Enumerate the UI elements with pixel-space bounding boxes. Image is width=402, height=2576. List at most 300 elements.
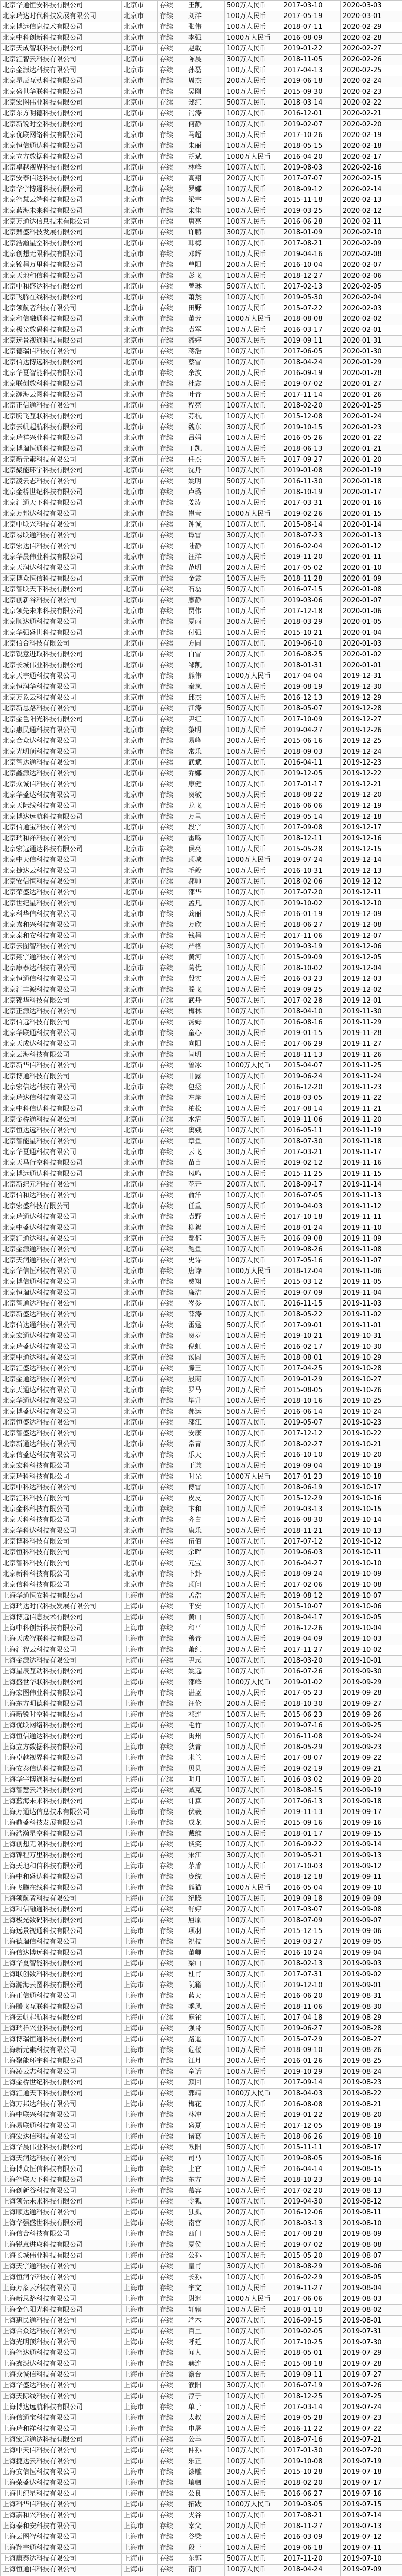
- table-row: [1, 844, 402, 855]
- capital-cell: 100万人民币: [225, 2543, 281, 2554]
- established-date-cell: 2015-10-28: [281, 2467, 341, 2478]
- updated-date-cell: 2019-09-10: [341, 1883, 402, 1894]
- capital-cell: 200万人民币: [225, 974, 281, 985]
- table-row: [1, 1699, 402, 1710]
- table-row: [1, 65, 402, 76]
- established-date-cell: 2018-04-03: [281, 2089, 341, 2099]
- legal-person-cell: 鲁冰: [186, 1061, 225, 1072]
- capital-cell: 100万人民币: [225, 2186, 281, 2197]
- established-date-cell: 2017-06-29: [281, 1039, 341, 1050]
- updated-date-cell: 2019-07-31: [341, 2327, 402, 2337]
- status-cell: 存续: [158, 704, 186, 715]
- city-cell: 上海市: [122, 1818, 158, 1829]
- city-cell: 北京市: [122, 963, 158, 974]
- company-name-cell: 北京锦程万里科技有限公司: [1, 260, 122, 271]
- table-row: [1, 1299, 402, 1310]
- legal-person-cell: 任重: [186, 1201, 225, 1212]
- legal-person-cell: 黎明: [186, 725, 225, 736]
- table-row: [1, 1840, 402, 1851]
- table-row: [1, 2045, 402, 2056]
- established-date-cell: 2016-03-23: [281, 974, 341, 985]
- table-row: [1, 1072, 402, 1082]
- capital-cell: 100万人民币: [225, 487, 281, 498]
- status-cell: 存续: [158, 1894, 186, 1905]
- established-date-cell: 2017-01-23: [281, 1472, 341, 1483]
- established-date-cell: 2015-11-18: [281, 195, 341, 206]
- status-cell: 存续: [158, 790, 186, 801]
- legal-person-cell: 闻人: [186, 2348, 225, 2359]
- established-date-cell: 2015-08-18: [281, 2359, 341, 2370]
- city-cell: 北京市: [122, 412, 158, 422]
- city-cell: 上海市: [122, 2511, 158, 2521]
- status-cell: 存续: [158, 2240, 186, 2251]
- legal-person-cell: 慕容: [186, 2186, 225, 2197]
- company-name-cell: 北京博科科技有限公司: [1, 1537, 122, 1548]
- capital-cell: 100万人民币: [225, 2099, 281, 2110]
- status-cell: 存续: [158, 2435, 186, 2446]
- legal-person-cell: 毕升: [186, 1396, 225, 1407]
- capital-cell: 200万人民币: [225, 2413, 281, 2424]
- established-date-cell: 2018-09-03: [281, 747, 341, 758]
- table-row: [1, 1732, 402, 1742]
- table-row: [1, 1721, 402, 1732]
- established-date-cell: 2015-10-07: [281, 1602, 341, 1613]
- table-row: [1, 1494, 402, 1504]
- table-row: [1, 2273, 402, 2283]
- table-row: [1, 2078, 402, 2089]
- status-cell: 存续: [158, 1840, 186, 1851]
- legal-person-cell: 潘婷: [186, 336, 225, 347]
- table-row: [1, 2543, 402, 2554]
- city-cell: 北京市: [122, 141, 158, 152]
- capital-cell: 100万人民币: [225, 433, 281, 444]
- established-date-cell: 2019-06-27: [281, 2024, 341, 2035]
- table-row: [1, 855, 402, 866]
- capital-cell: 500万人民币: [225, 1, 281, 11]
- table-row: [1, 109, 402, 120]
- capital-cell: 100万人民币: [225, 1245, 281, 1256]
- company-name-cell: 北京瑞科科技有限公司: [1, 1472, 122, 1483]
- capital-cell: 100万人民币: [225, 1656, 281, 1667]
- updated-date-cell: 2019-10-30: [341, 1342, 402, 1353]
- capital-cell: 300万人民币: [225, 1234, 281, 1245]
- company-name-cell: 北京博盛达科技有限公司: [1, 1407, 122, 1418]
- city-cell: 北京市: [122, 1050, 158, 1061]
- company-name-cell: 北京领航者科技有限公司: [1, 303, 122, 314]
- company-name-cell: 上海极光数码科技有限公司: [1, 1916, 122, 1926]
- table-row: [1, 2218, 402, 2229]
- established-date-cell: 2017-09-27: [281, 455, 341, 466]
- updated-date-cell: 2019-07-22: [341, 2424, 402, 2435]
- table-row: [1, 412, 402, 422]
- capital-cell: 100万人民币: [225, 347, 281, 358]
- updated-date-cell: 2020-02-10: [341, 228, 402, 239]
- established-date-cell: 2016-06-06: [281, 801, 341, 812]
- status-cell: 存续: [158, 2251, 186, 2262]
- city-cell: 北京市: [122, 1331, 158, 1342]
- established-date-cell: 2016-08-08: [281, 2099, 341, 2110]
- capital-cell: 300万人民币: [225, 1764, 281, 1775]
- city-cell: 上海市: [122, 2543, 158, 2554]
- table-row: [1, 866, 402, 877]
- capital-cell: 200万人民币: [225, 368, 281, 379]
- status-cell: 存续: [158, 1688, 186, 1699]
- updated-date-cell: 2019-08-19: [341, 2121, 402, 2132]
- established-date-cell: 2019-07-09: [281, 1288, 341, 1299]
- legal-person-cell: 于谦: [186, 1461, 225, 1472]
- status-cell: 存续: [158, 358, 186, 368]
- capital-cell: 1000万人民币: [225, 509, 281, 520]
- legal-person-cell: 萧然: [186, 293, 225, 303]
- established-date-cell: 2019-10-08: [281, 2456, 341, 2467]
- legal-person-cell: 魏东: [186, 422, 225, 433]
- company-name-cell: 北京信远科技有限公司: [1, 1018, 122, 1028]
- company-name-cell: 北京合众达科技有限公司: [1, 736, 122, 747]
- established-date-cell: 2017-10-09: [281, 715, 341, 725]
- company-name-cell: 北京中和盛达科技有限公司: [1, 282, 122, 293]
- legal-person-cell: 吴刚: [186, 87, 225, 98]
- capital-cell: 100万人民币: [225, 2446, 281, 2456]
- table-row: [1, 1991, 402, 2002]
- legal-person-cell: 邵峰: [186, 1677, 225, 1688]
- city-cell: 上海市: [122, 1623, 158, 1634]
- established-date-cell: 2017-01-30: [281, 2446, 341, 2456]
- capital-cell: 100万人民币: [225, 953, 281, 963]
- status-cell: 存续: [158, 1580, 186, 1591]
- status-cell: 存续: [158, 1266, 186, 1277]
- table-row: [1, 1775, 402, 1786]
- company-name-cell: 北京众诚信科技有限公司: [1, 779, 122, 790]
- table-row: [1, 769, 402, 779]
- capital-cell: 200万人民币: [225, 1905, 281, 1916]
- city-cell: 北京市: [122, 1018, 158, 1028]
- capital-cell: 100万人民币: [225, 1072, 281, 1082]
- company-name-cell: 北京汇丰源科技有限公司: [1, 985, 122, 996]
- city-cell: 上海市: [122, 1602, 158, 1613]
- table-row: [1, 444, 402, 455]
- table-row: [1, 1169, 402, 1180]
- status-cell: 存续: [158, 1, 186, 11]
- capital-cell: 100万人民币: [225, 1191, 281, 1201]
- legal-person-cell: 南门: [186, 2565, 225, 2575]
- legal-person-cell: 屈原: [186, 1916, 225, 1926]
- established-date-cell: 2018-10-23: [281, 2175, 341, 2186]
- legal-person-cell: 项羽: [186, 1926, 225, 1937]
- company-name-cell: 上海合众达科技有限公司: [1, 2327, 122, 2337]
- city-cell: 北京市: [122, 888, 158, 899]
- established-date-cell: 2016-12-01: [281, 109, 341, 120]
- updated-date-cell: 2020-01-12: [341, 541, 402, 552]
- city-cell: 上海市: [122, 1872, 158, 1883]
- updated-date-cell: 2020-02-15: [341, 174, 402, 184]
- table-row: [1, 2435, 402, 2446]
- updated-date-cell: 2020-02-22: [341, 98, 402, 109]
- city-cell: 上海市: [122, 1775, 158, 1786]
- capital-cell: 100万人民币: [225, 2337, 281, 2348]
- status-cell: 存续: [158, 1623, 186, 1634]
- company-name-cell: 北京华联通科技有限公司: [1, 1028, 122, 1039]
- updated-date-cell: 2019-08-03: [341, 2294, 402, 2305]
- legal-person-cell: 钟诚: [186, 520, 225, 531]
- status-cell: 存续: [158, 455, 186, 466]
- table-row: [1, 1331, 402, 1342]
- capital-cell: 300万人民币: [225, 336, 281, 347]
- city-cell: 北京市: [122, 76, 158, 87]
- updated-date-cell: 2020-02-20: [341, 120, 402, 130]
- city-cell: 北京市: [122, 33, 158, 44]
- capital-cell: 300万人民币: [225, 1147, 281, 1158]
- updated-date-cell: 2019-10-12: [341, 1537, 402, 1548]
- updated-date-cell: 2019-08-31: [341, 1991, 402, 2002]
- city-cell: 上海市: [122, 1645, 158, 1656]
- table-row: [1, 455, 402, 466]
- established-date-cell: 2015-10-21: [281, 628, 341, 639]
- capital-cell: 200万人民币: [225, 2316, 281, 2327]
- status-cell: 存续: [158, 2565, 186, 2575]
- table-row: [1, 487, 402, 498]
- table-row: [1, 314, 402, 325]
- table-row: [1, 574, 402, 585]
- table-row: [1, 2208, 402, 2218]
- table-row: [1, 1050, 402, 1061]
- updated-date-cell: 2019-10-18: [341, 1472, 402, 1483]
- established-date-cell: 2018-01-17: [281, 1829, 341, 1840]
- company-name-cell: 北京德瑞信科技有限公司: [1, 347, 122, 358]
- updated-date-cell: 2019-10-06: [341, 1602, 402, 1613]
- legal-person-cell: 独孤: [186, 2208, 225, 2218]
- capital-cell: 100万人民币: [225, 1548, 281, 1558]
- capital-cell: 300万人民币: [225, 2467, 281, 2478]
- established-date-cell: 2019-07-16: [281, 1721, 341, 1732]
- updated-date-cell: 2019-07-26: [341, 2381, 402, 2392]
- status-cell: 存续: [158, 823, 186, 834]
- status-cell: 存续: [158, 801, 186, 812]
- updated-date-cell: 2019-11-02: [341, 1310, 402, 1320]
- capital-cell: 100万人民币: [225, 920, 281, 931]
- company-name-cell: 北京恒信通达科技有限公司: [1, 141, 122, 152]
- capital-cell: 100万人民币: [225, 2154, 281, 2164]
- updated-date-cell: 2020-02-19: [341, 130, 402, 141]
- legal-person-cell: 易峰: [186, 736, 225, 747]
- company-name-cell: 北京华夏智能科技有限公司: [1, 368, 122, 379]
- established-date-cell: 2017-02-28: [281, 996, 341, 1007]
- city-cell: 上海市: [122, 2359, 158, 2370]
- table-row: [1, 1688, 402, 1699]
- established-date-cell: 2017-08-07: [281, 1753, 341, 1764]
- capital-cell: 100万人民币: [225, 725, 281, 736]
- legal-person-cell: 滕王: [186, 1364, 225, 1375]
- city-cell: 上海市: [122, 2283, 158, 2294]
- company-name-cell: 上海卓越视界科技有限公司: [1, 1753, 122, 1764]
- updated-date-cell: 2019-12-08: [341, 920, 402, 931]
- status-cell: 存续: [158, 1699, 186, 1710]
- status-cell: 存续: [158, 715, 186, 725]
- status-cell: 存续: [158, 152, 186, 163]
- capital-cell: 100万人民币: [225, 1212, 281, 1223]
- updated-date-cell: 2019-12-18: [341, 812, 402, 823]
- established-date-cell: 2015-08-05: [281, 1385, 341, 1396]
- city-cell: 北京市: [122, 779, 158, 790]
- updated-date-cell: 2020-01-06: [341, 606, 402, 617]
- established-date-cell: 2019-06-10: [281, 639, 341, 650]
- company-name-cell: 上海众诚信科技有限公司: [1, 2370, 122, 2381]
- legal-person-cell: 傅雷: [186, 1483, 225, 1494]
- status-cell: 存续: [158, 1385, 186, 1396]
- status-cell: 存续: [158, 2381, 186, 2392]
- capital-cell: 100万人民币: [225, 1623, 281, 1634]
- table-row: [1, 1039, 402, 1050]
- company-name-cell: 北京智能星科技有限公司: [1, 1137, 122, 1147]
- updated-date-cell: 2019-12-27: [341, 715, 402, 725]
- legal-person-cell: 高翔: [186, 174, 225, 184]
- city-cell: 上海市: [122, 2446, 158, 2456]
- legal-person-cell: 郑红: [186, 98, 225, 109]
- company-name-cell: 上海光明顶科技有限公司: [1, 2337, 122, 2348]
- status-cell: 存续: [158, 1126, 186, 1137]
- city-cell: 北京市: [122, 22, 158, 33]
- established-date-cell: 2016-10-24: [281, 1948, 341, 1959]
- established-date-cell: 2019-07-02: [281, 379, 341, 390]
- status-cell: 存续: [158, 1353, 186, 1364]
- updated-date-cell: 2019-09-04: [341, 1948, 402, 1959]
- legal-person-cell: 邓辉: [186, 249, 225, 260]
- established-date-cell: 2018-01-31: [281, 660, 341, 671]
- updated-date-cell: 2019-12-22: [341, 769, 402, 779]
- table-row: [1, 1959, 402, 1970]
- status-cell: 存续: [158, 596, 186, 606]
- established-date-cell: 2018-09-12: [281, 184, 341, 195]
- established-date-cell: 2017-08-28: [281, 2229, 341, 2240]
- status-cell: 存续: [158, 1407, 186, 1418]
- updated-date-cell: 2019-08-07: [341, 2251, 402, 2262]
- legal-person-cell: 危楼: [186, 2045, 225, 2056]
- established-date-cell: 2018-07-30: [281, 1137, 341, 1147]
- legal-person-cell: 武丹: [186, 996, 225, 1007]
- table-row: [1, 433, 402, 444]
- capital-cell: 100万人民币: [225, 1786, 281, 1797]
- capital-cell: 100万人民币: [225, 2478, 281, 2489]
- capital-cell: 500万人民币: [225, 2143, 281, 2154]
- legal-person-cell: 章鱼: [186, 1137, 225, 1147]
- updated-date-cell: 2019-10-19: [341, 1461, 402, 1472]
- updated-date-cell: 2019-07-15: [341, 2500, 402, 2511]
- updated-date-cell: 2019-09-28: [341, 1688, 402, 1699]
- status-cell: 存续: [158, 2392, 186, 2402]
- status-cell: 存续: [158, 2554, 186, 2565]
- status-cell: 存续: [158, 401, 186, 412]
- established-date-cell: 2016-09-22: [281, 1840, 341, 1851]
- updated-date-cell: 2019-08-06: [341, 2262, 402, 2273]
- capital-cell: 100万人民币: [225, 1418, 281, 1429]
- legal-person-cell: 叶青: [186, 390, 225, 401]
- legal-person-cell: 毛竹: [186, 1721, 225, 1732]
- status-cell: 存续: [158, 2186, 186, 2197]
- status-cell: 存续: [158, 1082, 186, 1093]
- status-cell: 存续: [158, 325, 186, 336]
- established-date-cell: 2016-02-29: [281, 2273, 341, 2283]
- updated-date-cell: 2019-09-07: [341, 1916, 402, 1926]
- legal-person-cell: 令狐: [186, 2197, 225, 2208]
- legal-person-cell: 倪虹: [186, 1342, 225, 1353]
- updated-date-cell: 2019-11-22: [341, 1093, 402, 1104]
- table-row: [1, 2381, 402, 2392]
- capital-cell: 300万人民币: [225, 1028, 281, 1039]
- capital-cell: 100万人民币: [225, 2240, 281, 2251]
- legal-person-cell: 时光: [186, 1472, 225, 1483]
- updated-date-cell: 2019-12-30: [341, 682, 402, 693]
- status-cell: 存续: [158, 628, 186, 639]
- updated-date-cell: 2019-08-02: [341, 2305, 402, 2316]
- established-date-cell: 2015-05-28: [281, 844, 341, 855]
- city-cell: 北京市: [122, 1147, 158, 1158]
- capital-cell: 100万人民币: [225, 1959, 281, 1970]
- city-cell: 北京市: [122, 87, 158, 98]
- company-name-cell: 北京长城伟业科技有限公司: [1, 660, 122, 671]
- capital-cell: 200万人民币: [225, 2208, 281, 2218]
- table-row: [1, 2197, 402, 2208]
- legal-person-cell: 田野: [186, 303, 225, 314]
- table-row: [1, 1310, 402, 1320]
- established-date-cell: 2019-07-24: [281, 855, 341, 866]
- status-cell: 存续: [158, 1483, 186, 1494]
- legal-person-cell: 秦岚: [186, 682, 225, 693]
- city-cell: 上海市: [122, 1980, 158, 1991]
- status-cell: 存续: [158, 2413, 186, 2424]
- capital-cell: 200万人民币: [225, 1699, 281, 1710]
- capital-cell: 300万人民币: [225, 422, 281, 433]
- company-name-cell: 上海智联天下科技有限公司: [1, 2175, 122, 2186]
- updated-date-cell: 2020-01-25: [341, 401, 402, 412]
- updated-date-cell: 2020-01-27: [341, 379, 402, 390]
- legal-person-cell: 袁军: [186, 325, 225, 336]
- updated-date-cell: 2019-11-28: [341, 1028, 402, 1039]
- table-row: [1, 1191, 402, 1201]
- established-date-cell: 2016-07-26: [281, 1667, 341, 1677]
- updated-date-cell: 2019-08-24: [341, 2067, 402, 2078]
- company-name-cell: 北京金色阳光科技有限公司: [1, 715, 122, 725]
- company-name-cell: 上海博瑞恒通科技有限公司: [1, 2035, 122, 2045]
- table-row: [1, 1, 402, 11]
- updated-date-cell: 2019-12-01: [341, 996, 402, 1007]
- city-cell: 北京市: [122, 1537, 158, 1548]
- capital-cell: 500万人民币: [225, 2435, 281, 2446]
- table-row: [1, 1277, 402, 1288]
- updated-date-cell: 2019-08-28: [341, 2024, 402, 2035]
- city-cell: 北京市: [122, 1580, 158, 1591]
- capital-cell: 100万人民币: [225, 2370, 281, 2381]
- legal-person-cell: 纪晓: [186, 1894, 225, 1905]
- status-cell: 存续: [158, 87, 186, 98]
- capital-cell: 100万人民币: [225, 412, 281, 422]
- table-row: [1, 2500, 402, 2511]
- city-cell: 北京市: [122, 347, 158, 358]
- city-cell: 北京市: [122, 1569, 158, 1580]
- table-row: [1, 466, 402, 477]
- updated-date-cell: 2019-11-04: [341, 1288, 402, 1299]
- capital-cell: 100万人民币: [225, 206, 281, 217]
- capital-cell: 100万人民币: [225, 1331, 281, 1342]
- updated-date-cell: 2019-10-21: [341, 1439, 402, 1450]
- capital-cell: 500万人民币: [225, 2348, 281, 2359]
- status-cell: 存续: [158, 671, 186, 682]
- legal-person-cell: 苏杭: [186, 412, 225, 422]
- city-cell: 上海市: [122, 2489, 158, 2500]
- table-row: [1, 1613, 402, 1623]
- status-cell: 存续: [158, 2078, 186, 2089]
- legal-person-cell: 贾伟: [186, 606, 225, 617]
- capital-cell: 100万人民币: [225, 1018, 281, 1028]
- capital-cell: 500万人民币: [225, 996, 281, 1007]
